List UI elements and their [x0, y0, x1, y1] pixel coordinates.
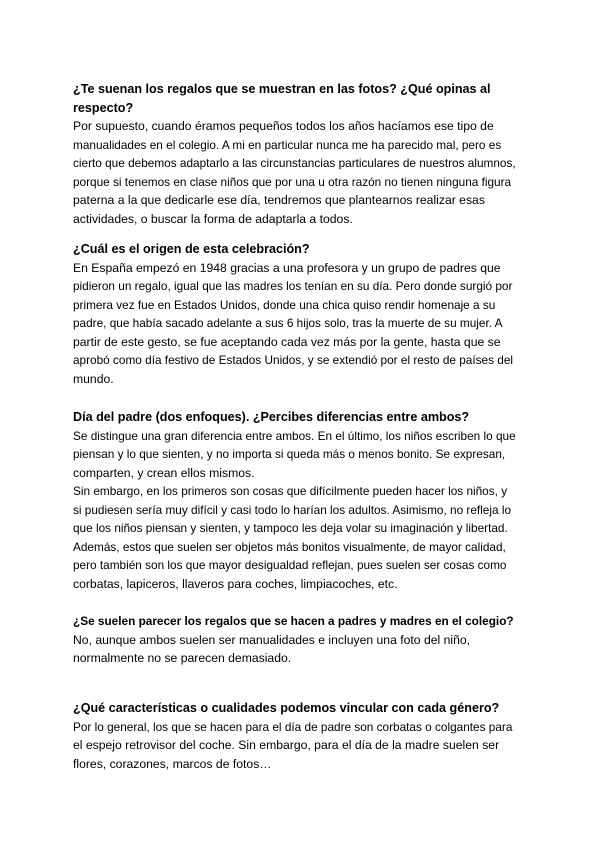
answer-line: partir de este gesto, se fue aceptando cada vez más por la gente, hasta que se [73, 334, 501, 349]
answer-line: actividades, o buscar la forma de adaptarla a todos. [73, 211, 353, 226]
question-heading [73, 80, 533, 117]
answer-line: comparten, y crean ellos mismos. [73, 465, 255, 480]
section-origen [73, 240, 533, 388]
section-regalos-padres-madres [73, 612, 533, 668]
answer-line: Se distingue una gran diferencia entre ambos. En el último, los niños escriben lo que [73, 428, 516, 443]
answer-paragraph [73, 259, 533, 389]
section-regalos-fotos [73, 80, 533, 228]
answer-line: paterna a la que dedicarle ese día, tendremos que plantearnos realizar esas [73, 193, 485, 207]
question-line: ¿Te suenan los regalos que se muestran en las fotos? ¿Qué opinas al [73, 82, 491, 96]
section-caracteristicas-genero [73, 699, 533, 773]
question-line: ¿Qué características o cualidades podemos vincular con cada género? [73, 701, 500, 715]
answer-line: si pudiesen sería muy difícil y casi todo lo harían los adultos. Asimismo, no refleja lo [73, 502, 512, 517]
answer-line: padre, que había sacado adelante a sus 6 hijos solo, tras la muerte de su mujer. A [73, 316, 503, 330]
question-heading [73, 699, 533, 718]
question-heading [73, 612, 533, 631]
answer-line: cierto que debemos adaptarlo a las circunstancias particulares de nuestros alumnos, [73, 156, 516, 170]
answer-line: el espejo retrovisor del coche. Sin embargo, para el día de la madre suelen ser [73, 738, 500, 752]
answer-line: mundo. [73, 371, 114, 386]
answer-line: Por supuesto, cuando éramos pequeños todos los años hacíamos ese tipo de [73, 119, 494, 133]
question-line: respecto? [73, 100, 134, 115]
answer-line: aprobó como día festivo de Estados Unidos, y se extendió por el resto de países del [73, 353, 514, 367]
section-dos-enfoques [73, 408, 533, 593]
answer-line: pidieron un regalo, igual que las madres los tenían en su día. Pero donde surgió por [73, 279, 513, 293]
question-heading [73, 408, 533, 427]
answer-line: normalmente no se parecen demasiado. [73, 651, 292, 665]
answer-paragraph [73, 427, 533, 594]
answer-line: No, aunque ambos suelen ser manualidades e incluyen una foto del niño, [73, 632, 471, 647]
question-heading [73, 240, 533, 259]
answer-line: porque si tenemos en clase niños que por una u otra razón no tienen ninguna figura [73, 174, 512, 189]
answer-paragraph [73, 117, 533, 228]
answer-line: piensan y lo que sienten, y no importa si queda más o menos bonito. Se expresan, [73, 447, 506, 461]
answer-line: Por lo general, los que se hacen para el día de padre son corbatas o colgantes para [73, 719, 513, 734]
answer-line: En España empezó en 1948 gracias a una profesora y un grupo de padres que [73, 260, 501, 275]
answer-paragraph [73, 718, 533, 774]
answer-line: Sin embargo, en los primeros son cosas que difícilmente pueden hacer los niños, y [73, 484, 508, 498]
question-line: Día del padre (dos enfoques). ¿Percibes diferencias entre ambos? [73, 410, 470, 424]
answer-line: primera vez fue en Estados Unidos, donde una chica quiso rendir homenaje a su [73, 297, 496, 312]
answer-line: manualidades en el colegio. A mi en particular nunca me ha parecido mal, pero es [73, 137, 502, 152]
answer-line: corbatas, lapiceros, llaveros para coches, limpiacoches, etc. [73, 576, 398, 591]
question-line: ¿Se suelen parecer los regalos que se hacen a padres y madres en el colegio? [73, 614, 514, 628]
answer-line: que los niños piensan y sienten, y tampoco les deja volar su imaginación y libertad. [73, 521, 508, 535]
answer-line: flores, corazones, marcos de fotos… [73, 756, 272, 771]
question-line: ¿Cuál es el origen de esta celebración? [73, 242, 310, 256]
answer-paragraph [73, 631, 533, 668]
answer-line: pero también son los que mayor desigualdad reflejan, pues suelen ser cosas como [73, 558, 507, 572]
answer-line: Además, estos que suelen ser objetos más bonitos visualmente, de mayor calidad, [73, 539, 506, 554]
